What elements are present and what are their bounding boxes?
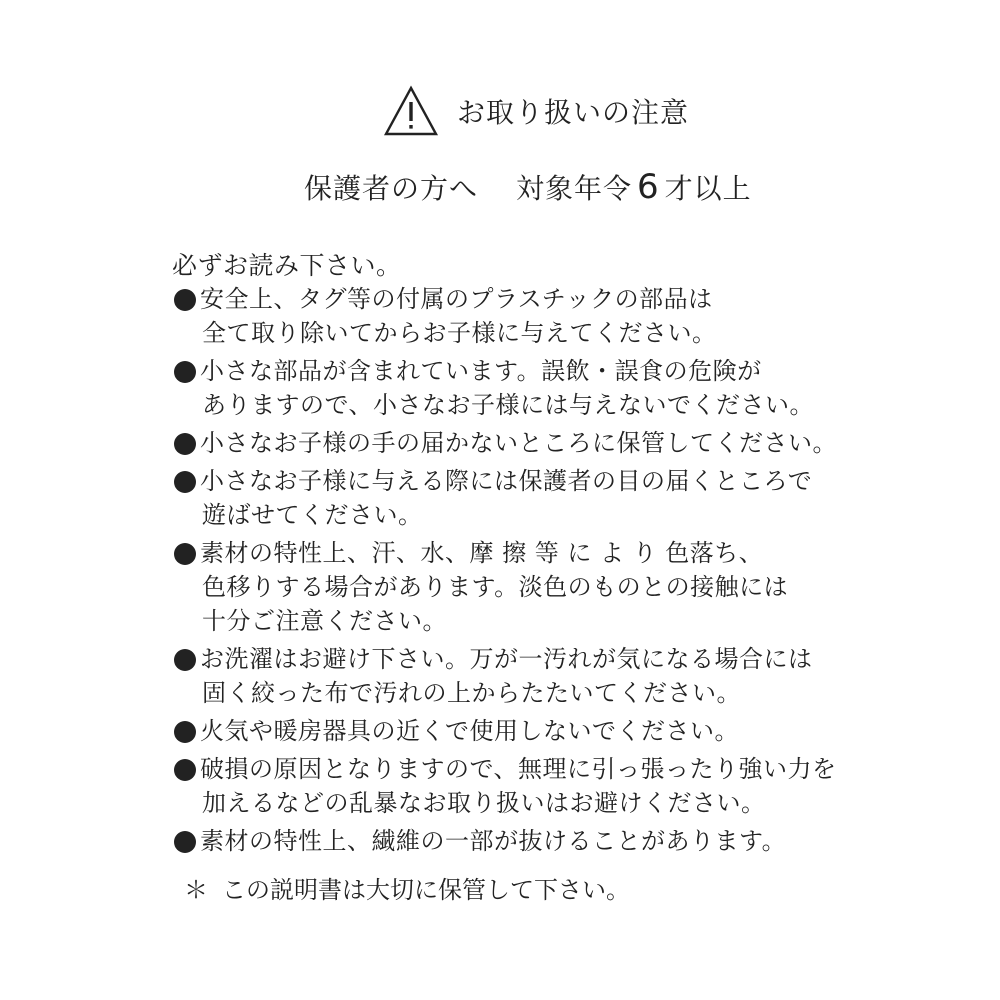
asterisk-icon: ＊ — [184, 876, 208, 904]
bullet-icon — [174, 471, 196, 493]
caution-line: 色移りする場合があります。淡色のものとの接触には — [202, 573, 789, 601]
caution-line: 小さなお子様の手の届かないところに保管してください。 — [200, 429, 837, 457]
caution-line: 小さな部品が含まれています。誤飲・誤食の危険が — [200, 357, 762, 385]
caution-line: 固く絞った布で汚れの上からたたいてください。 — [202, 679, 741, 707]
caution-line: 火気や暖房器具の近くで使用しないでください。 — [200, 717, 739, 745]
caution-line: 十分ご注意ください。 — [202, 607, 447, 635]
bullet-icon — [174, 361, 196, 383]
bullet-icon — [174, 289, 196, 311]
target-age — [516, 167, 752, 207]
caution-item — [172, 824, 892, 858]
target-age-suffix: 才以上 — [664, 172, 752, 205]
caution-line: 加えるなどの乱暴なお取り扱いはお避けください。 — [202, 789, 766, 817]
caution-item — [172, 354, 892, 422]
caution-line: 全て取り除いてからお子様に与えてください。 — [202, 319, 717, 347]
caution-line: ありますので、小さなお子様には与えないでください。 — [202, 391, 815, 419]
audience-label: 保護者の方へ — [304, 172, 479, 205]
bullet-icon — [174, 831, 196, 853]
caution-item — [172, 714, 892, 748]
caution-item — [172, 464, 892, 532]
caution-line: 素材の特性上、汗、水、摩 擦 等 に よ り 色落ち、 — [200, 539, 764, 567]
subtitle-row — [304, 164, 752, 210]
bullet-icon — [174, 433, 196, 455]
bullet-icon — [174, 721, 196, 743]
caution-line: 小さなお子様に与える際には保護者の目の届くところで — [200, 467, 813, 495]
footer-text: この説明書は大切に保管して下さい。 — [222, 876, 630, 904]
caution-line: お洗濯はお避け下さい。万が一汚れが気になる場合には — [200, 645, 813, 673]
caution-line: 破損の原因となりますので、無理に引っ張ったり強い力を — [200, 755, 837, 783]
bullet-icon — [174, 543, 196, 565]
caution-list — [172, 282, 892, 862]
caution-line: 素材の特性上、繊維の一部が抜けることがあります。 — [200, 827, 787, 855]
caution-line: 遊ばせてください。 — [202, 501, 423, 529]
caution-item — [172, 282, 892, 350]
target-age-value: 6 — [637, 167, 660, 207]
page-title: お取り扱いの注意 — [457, 96, 690, 129]
intro-text: 必ずお読み下さい。 — [172, 251, 402, 280]
target-age-prefix: 対象年令 — [516, 172, 633, 205]
footer-note — [184, 870, 630, 905]
caution-item — [172, 536, 892, 638]
caution-item — [172, 426, 892, 460]
caution-item — [172, 752, 892, 820]
warning-triangle-icon — [383, 85, 439, 137]
caution-item — [172, 642, 892, 710]
caution-line: 安全上、タグ等の付属のプラスチックの部品は — [200, 285, 713, 313]
title-row — [383, 84, 689, 138]
bullet-icon — [174, 759, 196, 781]
bullet-icon — [174, 649, 196, 671]
